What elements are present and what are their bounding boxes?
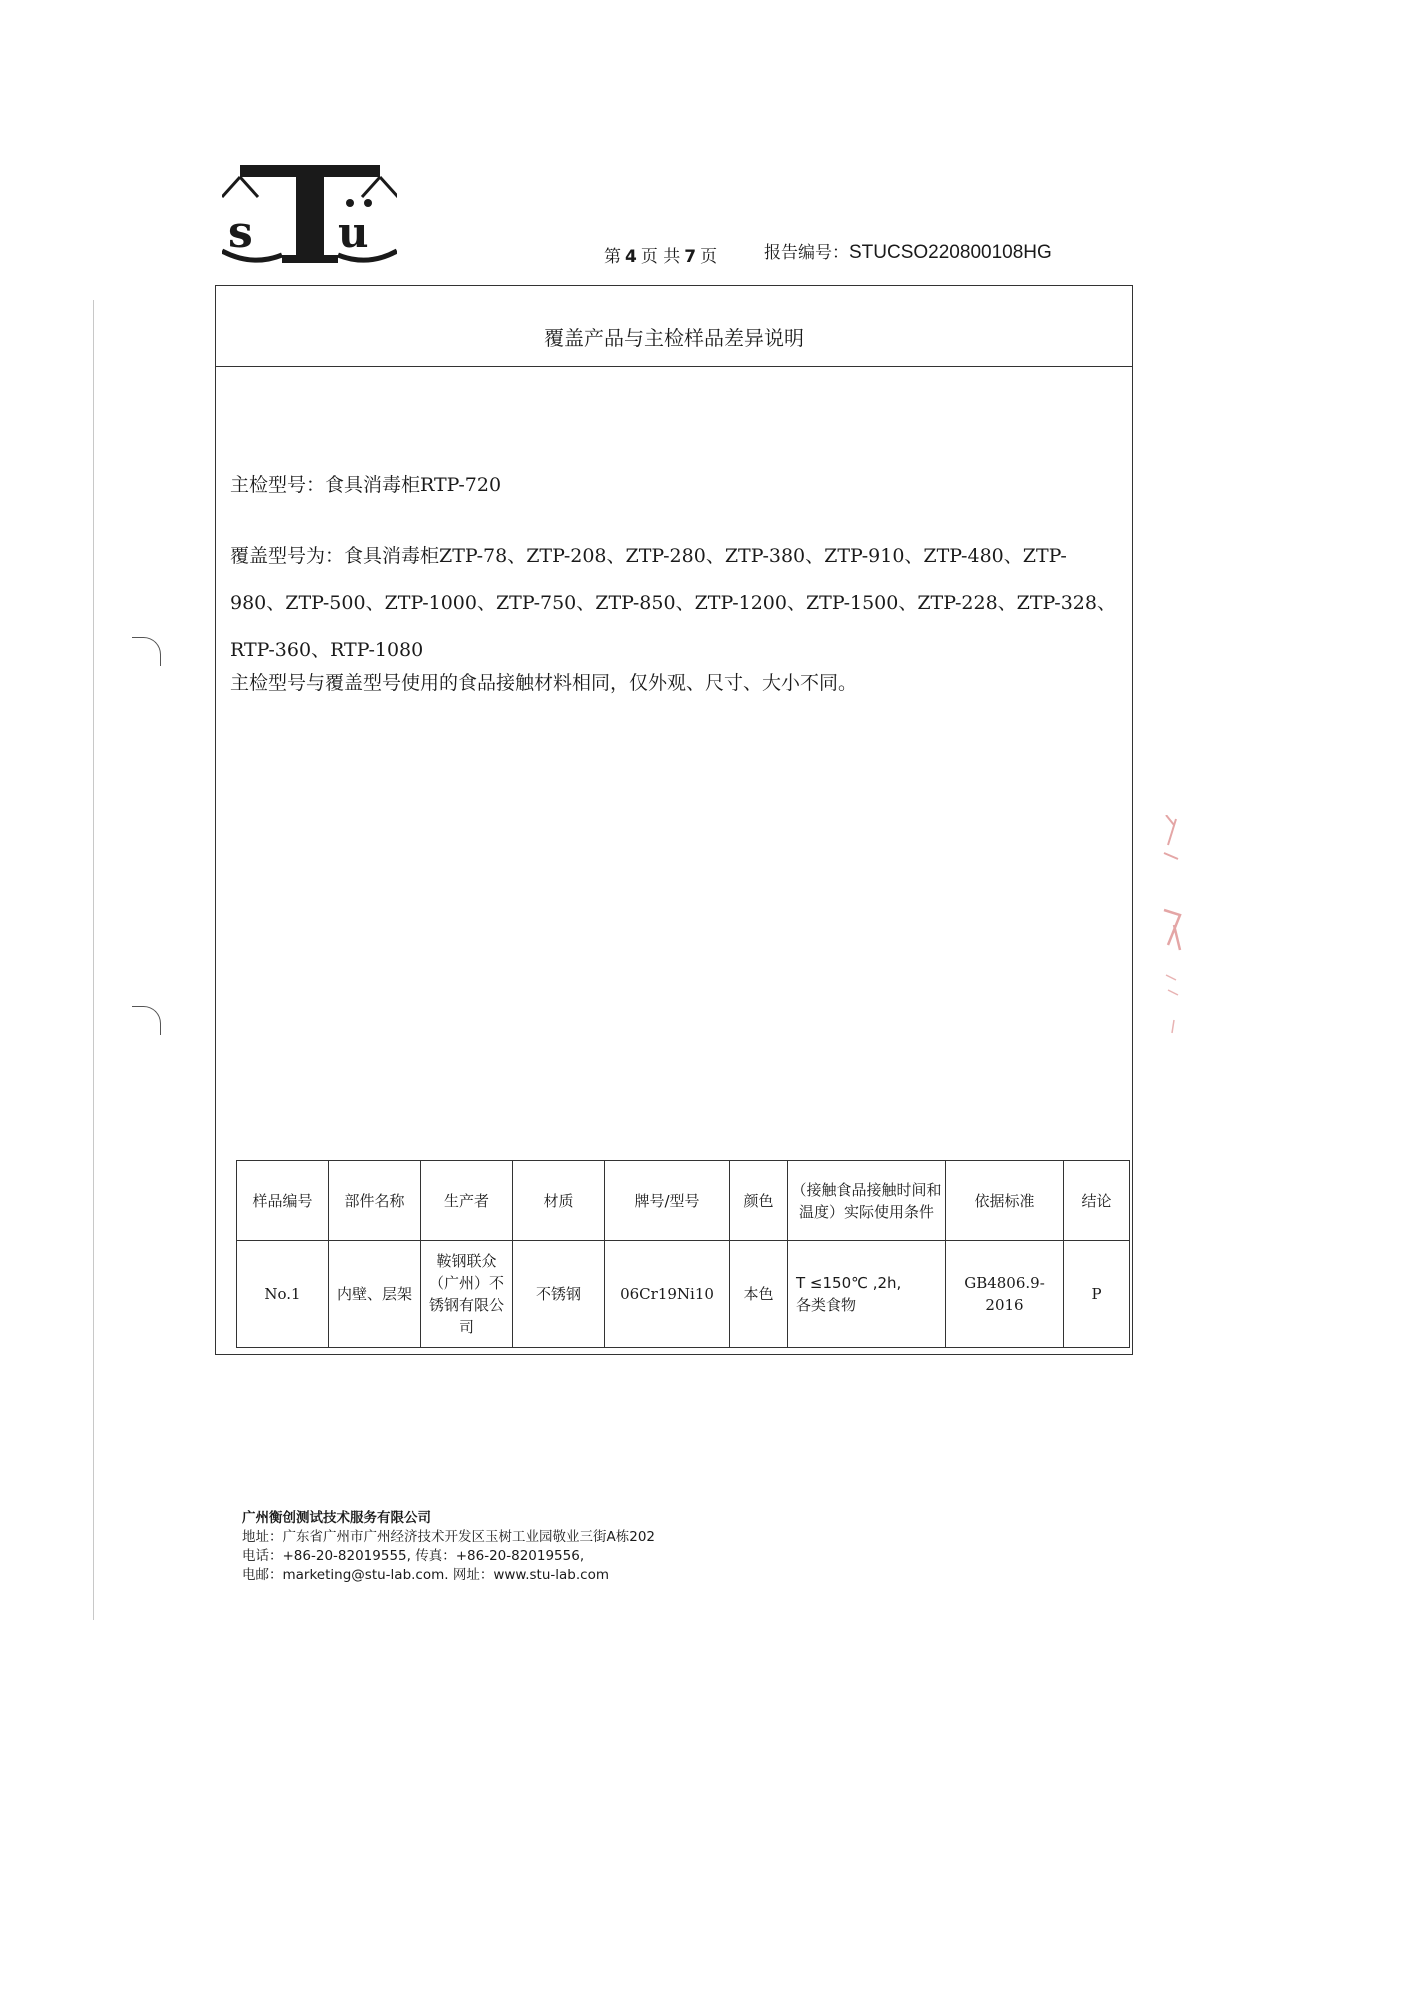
table-header-cell: 生产者 — [421, 1161, 513, 1241]
svg-text:s: s — [228, 207, 253, 258]
frame-header — [216, 286, 1132, 367]
table-cell-conditions: T ≤150℃ ,2h, 各类食物 — [788, 1241, 946, 1348]
table-cell-grade: 06Cr19Ni10 — [605, 1241, 730, 1348]
table-header-cell: 牌号/型号 — [605, 1161, 730, 1241]
punch-hole-mark — [132, 637, 161, 666]
document-title: 覆盖产品与主检样品差异说明 — [544, 326, 804, 350]
table-row — [237, 1241, 1130, 1348]
main-model-text: 主检型号：食具消毒柜RTP-720 — [230, 474, 502, 496]
difference-statement: 主检型号与覆盖型号使用的食品接触材料相同，仅外观、尺寸、大小不同。 — [230, 672, 858, 694]
footer-company: 广州衡创测试技术服务有限公司 — [242, 1510, 431, 1526]
sample-table — [236, 1160, 1130, 1348]
table-cell-material: 不锈钢 — [513, 1241, 605, 1348]
footer-phone: 电话：+86-20-82019555, 传真：+86-20-82019556, — [242, 1548, 585, 1564]
svg-text:u: u — [338, 208, 369, 257]
stu-scales-logo-icon — [222, 165, 397, 270]
table-cell-standard: GB4806.9-2016 — [946, 1241, 1064, 1348]
footer-email: 电邮：marketing@stu-lab.com. 网址：www.stu-lab.com — [242, 1567, 609, 1583]
report-number-label: 报告编号： — [764, 243, 849, 263]
page-label: 第 — [604, 247, 621, 267]
scan-edge-line — [93, 300, 94, 1620]
report-number-value: STUCSO220800108HG — [849, 242, 1052, 263]
table-cell-color: 本色 — [730, 1241, 788, 1348]
table-header-cell: 材质 — [513, 1161, 605, 1241]
table-header-cell: （接触食品接触时间和温度）实际使用条件 — [788, 1161, 946, 1241]
red-seal-fragment-icon — [1160, 815, 1184, 1035]
punch-hole-mark — [132, 1006, 161, 1035]
page-label: 页 共 — [640, 247, 681, 267]
table-cell-part-name: 内壁、层架 — [329, 1241, 421, 1348]
page-current: 4 — [625, 247, 637, 267]
table-cell-sample-no: No.1 — [237, 1241, 329, 1348]
footer — [242, 1509, 655, 1585]
footer-address: 地址：广东省广州市广州经济技术开发区玉树工业园敬业三街A栋202 — [242, 1529, 656, 1545]
page-counter — [604, 242, 717, 267]
page-total: 7 — [684, 247, 697, 267]
report-number — [764, 238, 1052, 264]
table-header-cell: 结论 — [1064, 1161, 1130, 1241]
table-header-cell: 样品编号 — [237, 1161, 329, 1241]
table-header-cell: 部件名称 — [329, 1161, 421, 1241]
table-header-cell: 依据标准 — [946, 1161, 1064, 1241]
cover-models-text: 覆盖型号为：食具消毒柜ZTP-78、ZTP-208、ZTP-280、ZTP-380、ZTP-910、ZTP-480、ZTP-980、ZTP-500、ZTP-1000、ZTP-750、ZTP-850、ZTP-1200、ZTP-1500、ZTP-228、ZTP-328、RTP-360、RTP-1080 — [230, 545, 1116, 661]
table-header-cell: 颜色 — [730, 1161, 788, 1241]
table-header-row — [237, 1161, 1130, 1241]
table-cell-conclusion: P — [1064, 1241, 1130, 1348]
table-cell-producer: 鞍钢联众（广州）不锈钢有限公司 — [421, 1241, 513, 1348]
page-label: 页 — [700, 247, 718, 267]
